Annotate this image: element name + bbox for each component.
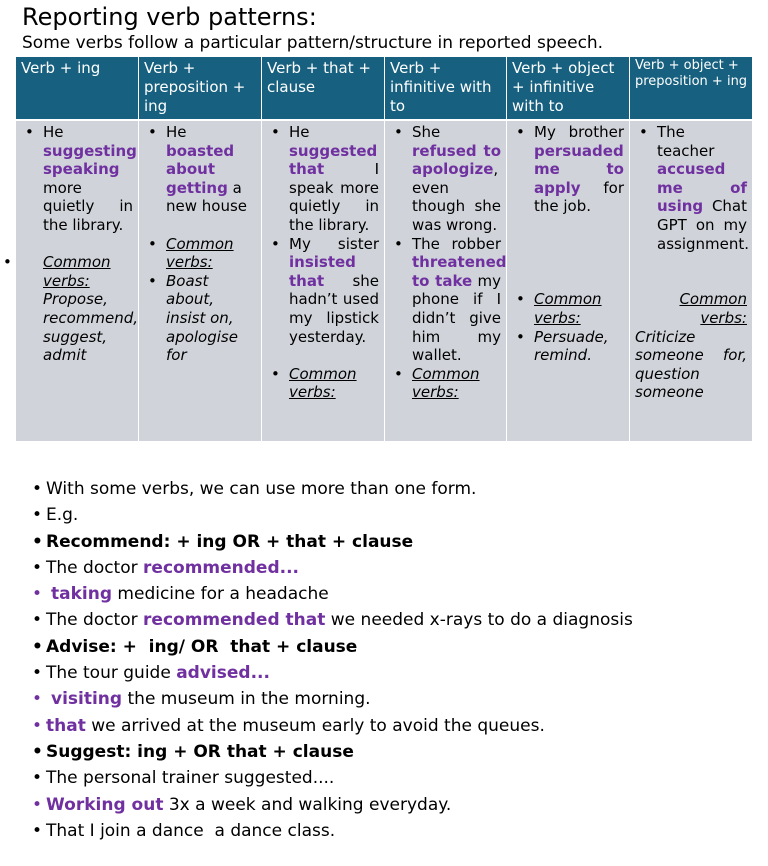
bullet-icon: •	[32, 584, 43, 605]
common-verbs-label: • Common verbs:	[516, 290, 602, 327]
list-item: • E.g.	[32, 502, 752, 528]
bullet-icon: •	[271, 364, 280, 383]
common-verbs-item: • Common verbs:	[394, 364, 480, 402]
bullet-icon: •	[271, 123, 280, 141]
bullet-icon: •	[32, 715, 43, 736]
bullet-icon: •	[394, 364, 403, 383]
header-verb-that-clause: Verb + that + clause	[262, 57, 385, 119]
list-item: • that we arrived at the museum early to avoid the queues.	[32, 713, 752, 739]
page-title: Reporting verb patterns:	[22, 3, 317, 31]
common-verbs-label: • Common verbs:	[148, 234, 234, 272]
cell-verb-that-clause	[262, 121, 385, 441]
cell-verb-ing	[3, 121, 139, 441]
bullet-icon: •	[32, 820, 43, 841]
bullet-icon: •	[148, 234, 157, 253]
bullet-icon: •	[32, 768, 43, 789]
list-item: • The tour guide advised...	[32, 660, 752, 686]
example-item: • He suggested that I speak more quietly in the library.	[271, 123, 379, 234]
bullet-icon: •	[32, 689, 43, 710]
header-verb-infinitive: Verb + infinitive with to	[385, 57, 507, 119]
common-verbs-list: • Persuade, remind.	[516, 327, 609, 365]
bullet-icon: •	[148, 123, 157, 141]
table-header-row	[16, 57, 752, 119]
list-item: • The personal trainer suggested....	[32, 765, 752, 791]
bullet-icon: •	[32, 663, 43, 684]
example-item: • He boasted about getting a new house	[148, 123, 248, 216]
common-verbs-item: • Common verbs:	[271, 364, 357, 402]
bullet-icon: •	[32, 610, 43, 631]
bullet-icon: •	[394, 234, 403, 253]
bullet-icon: •	[25, 123, 34, 141]
example-item: • He suggesting speaking more quietly in the library.	[25, 123, 137, 234]
bullet-icon: •	[32, 531, 43, 552]
bullet-icon: •	[516, 327, 525, 346]
header-verb-object-preposition-ing: Verb + object + preposition + ing	[635, 58, 748, 89]
example-item: • My sister insisted that she hadn’t used my lipstick yesterday.	[271, 234, 379, 346]
list-item: • The doctor recommended that we needed x-rays to do a diagnosis	[32, 607, 752, 633]
list-item: • The doctor recommended...	[32, 555, 752, 581]
example-item: • The teacher accused me of using Chat GPT on my assignment.	[639, 123, 750, 253]
cell-verb-infinitive	[385, 121, 507, 441]
verb-pattern-table	[3, 57, 752, 433]
bullet-icon: •	[32, 479, 43, 499]
bullet-icon: •	[32, 505, 43, 526]
list-item: • That I join a dance a dance class.	[32, 818, 752, 844]
example-item: • My brother persuaded me to apply for the job.	[516, 123, 624, 216]
table-body-row	[3, 121, 752, 441]
header-verb-preposition-ing: Verb + preposition + ing	[139, 57, 262, 119]
list-item: • With some verbs, we can use more than one form.	[32, 476, 752, 502]
bullet-icon: •	[32, 557, 43, 578]
common-verbs-list: • Boast about, insist on, apologise for	[148, 271, 238, 365]
example-item: • The robber threatened to take my phone if I didn’t give him my wallet.	[394, 234, 507, 365]
bullet-icon: •	[639, 123, 648, 141]
cell-verb-object-preposition-ing	[630, 121, 752, 441]
bullet-icon: •	[3, 253, 12, 272]
bullet-icon: •	[394, 123, 403, 141]
examples-list	[32, 476, 752, 844]
list-item: • visiting the museum in the morning.	[32, 686, 752, 712]
example-item: • She refused to apologize, even though she was wrong.	[394, 123, 501, 234]
bullet-icon: •	[32, 741, 43, 762]
list-item: • Suggest: ing + OR that + clause	[32, 739, 752, 765]
list-item: • Recommend: + ing OR + that + clause	[32, 529, 752, 555]
bullet-icon: •	[32, 794, 43, 815]
bullet-icon: •	[271, 234, 280, 253]
page-subtitle: Some verbs follow a particular pattern/structure in reported speech.	[22, 33, 604, 53]
list-item: • Working out 3x a week and walking everyday.	[32, 792, 752, 818]
common-verbs-item: • Common verbs: Propose, recommend, suggest, admit	[3, 253, 139, 365]
bullet-icon: •	[516, 290, 525, 309]
header-verb-object-infinitive: Verb + object + infinitive with to	[507, 57, 630, 119]
bullet-icon: •	[148, 271, 157, 290]
bullet-icon: •	[32, 636, 43, 657]
header-verb-ing: Verb + ing	[16, 57, 139, 119]
bullet-icon: •	[516, 123, 525, 141]
cell-verb-preposition-ing	[139, 121, 262, 441]
common-verbs-item: Common verbs: Criticize someone for, question someone	[635, 290, 747, 402]
list-item: • taking medicine for a headache	[32, 581, 752, 607]
list-item: • Advise: + ing/ OR that + clause	[32, 634, 752, 660]
cell-verb-object-infinitive	[507, 121, 630, 441]
